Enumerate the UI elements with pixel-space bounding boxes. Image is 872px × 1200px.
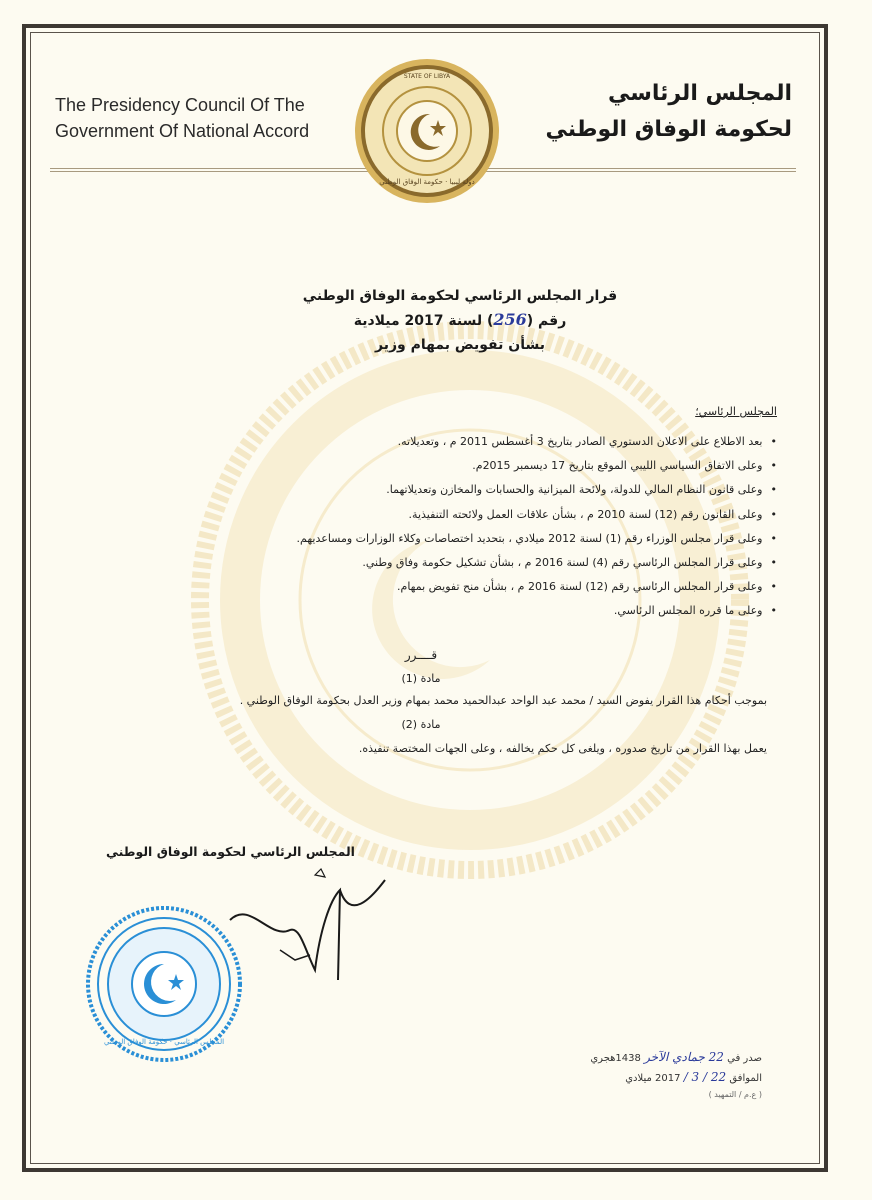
list-item: • وعلى قانون النظام المالي للدولة، ولائحة الميزانية والحسابات والمخازن وتعديلاتهما.	[217, 478, 777, 502]
decision-subject: بشأن تفويض بمهام وزير	[375, 337, 545, 353]
decision-line1: قرار المجلس الرئاسي لحكومة الوفاق الوطني	[302, 288, 618, 304]
seal-top-text: STATE OF LIBYA	[403, 73, 451, 80]
list-item: • وعلى قرار المجلس الرئاسي رقم (4) لسنة 2016 م ، بشأن تشكيل حكومة وفاق وطني.	[217, 551, 777, 575]
header-english	[55, 92, 355, 144]
list-item: • وعلى قرار المجلس الرئاسي رقم (12) لسنة 2016 م ، بشأن منح تفويض بمهام.	[217, 575, 777, 599]
handwritten-signature	[220, 860, 400, 990]
official-stamp-icon	[84, 904, 244, 1064]
date-footer-note: ( ع.م / التمهيد )	[708, 1090, 762, 1099]
date-gregorian	[625, 1070, 762, 1084]
date-greg-value: 22 / 3 /	[683, 1070, 727, 1084]
date-greg-year: 2017 ميلادي	[625, 1073, 681, 1084]
header-en-line1: The Presidency Council Of The	[55, 95, 305, 115]
header-en-line2: Government Of National Accord	[55, 121, 310, 141]
preamble-list	[217, 430, 777, 624]
list-item: • وعلى الاتفاق السياسي الليبي الموقع بتاريخ 17 ديسمبر 2015م.	[217, 454, 777, 478]
list-item: • بعد الاطلاع على الاعلان الدستوري الصادر بتاريخ 3 أغسطس 2011 م ، وتعديلاته.	[217, 430, 777, 454]
list-item: • وعلى القانون رقم (12) لسنة 2010 م ، بشأن علاقات العمل ولائحته التنفيذية.	[217, 503, 777, 527]
decision-line2	[250, 308, 670, 333]
header-arabic	[532, 76, 792, 148]
preamble-title: المجلس الرئاسي؛	[695, 405, 777, 418]
decision-number-prefix: رقم (	[526, 313, 567, 329]
header-ar-line2: لحكومة الوفاق الوطني	[545, 117, 792, 142]
decision-number-suffix: ) لسنة 2017 ميلادية	[353, 313, 494, 329]
decision-number: 256	[493, 310, 527, 329]
decided-heading: قــــرر	[404, 648, 438, 662]
decision-heading	[250, 284, 670, 357]
date-hijri-label: صدر في	[727, 1053, 762, 1064]
article1-title: مادة (1)	[401, 672, 441, 685]
state-seal-icon	[352, 56, 502, 206]
date-hijri	[590, 1050, 762, 1064]
list-item: • وعلى ما قرره المجلس الرئاسي.	[217, 599, 777, 623]
seal-arabic-text: دولة ليبيا · حكومة الوفاق الوطني	[379, 178, 475, 186]
list-item: • وعلى قرار مجلس الوزراء رقم (1) لسنة 2012 ميلادي ، بتحديد اختصاصات وكلاء الوزارات ومساعديهم.	[217, 527, 777, 551]
header-ar-line1: المجلس الرئاسي	[607, 81, 792, 106]
stamp-text: المجلس الرئاسي · حكومة الوفاق الوطني	[103, 1038, 225, 1046]
article2-title: مادة (2)	[401, 718, 441, 731]
date-hijri-value: 22 جمادي الآخر	[644, 1050, 724, 1064]
article2-text: يعمل بهذا القرار من تاريخ صدوره ، ويلغى كل حكم يخالفه ، وعلى الجهات المختصة تنفيذه.	[358, 742, 767, 755]
date-hijri-year: 1438هجري	[590, 1053, 641, 1064]
date-greg-label: الموافق	[729, 1073, 762, 1084]
article1-text: بموجب أحكام هذا القرار يفوض السيد / محمد عبد الواحد عبدالحميد محمد بمهام وزير العدل بحكومة الوفاق الوطني .	[239, 694, 767, 707]
signature-title: المجلس الرئاسي لحكومة الوفاق الوطني	[106, 844, 355, 859]
